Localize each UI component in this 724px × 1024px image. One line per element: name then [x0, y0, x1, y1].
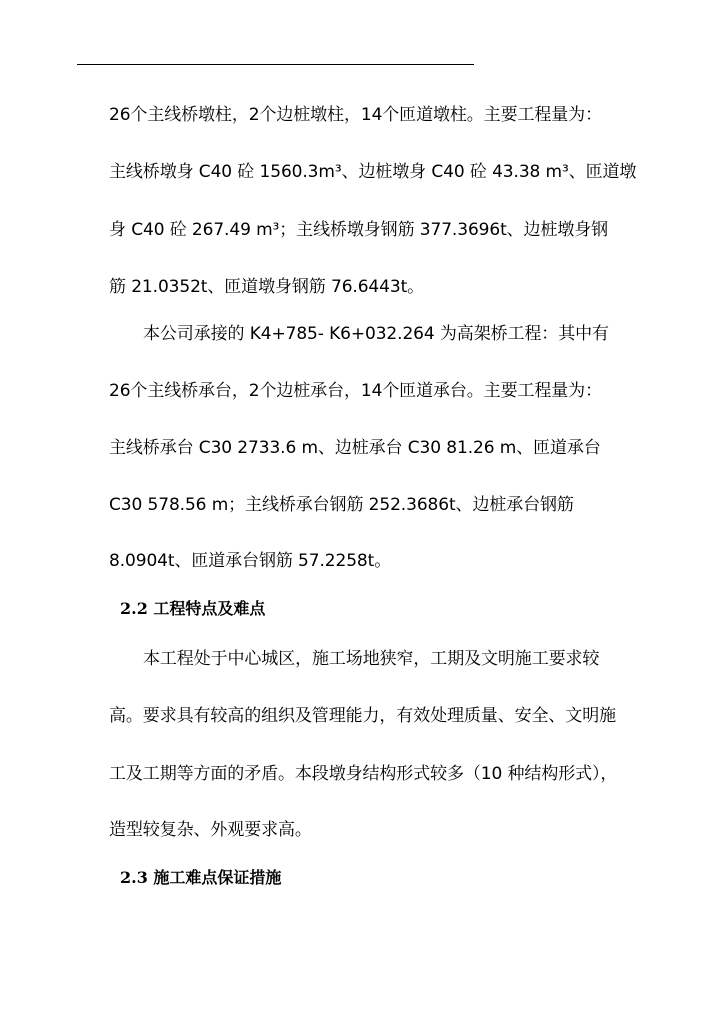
paragraph-line: 主线桥墩身 C40 砼 1560.3m³、边桩墩身 C40 砼 43.38 m³、匝道墩 [109, 162, 637, 182]
paragraph-line: 8.0904t、匝道承台钢筋 57.2258t。 [109, 551, 392, 571]
paragraph-line: 高。要求具有较高的组织及管理能力，有效处理质量、安全、文明施 [109, 706, 616, 726]
paragraph-line: C30 578.56 m；主线桥承台钢筋 252.3686t、边桩承台钢筋 [109, 495, 574, 515]
paragraph-line: 本公司承接的 K4+785- K6+032.264 为高架桥工程：其中有 [143, 324, 609, 344]
paragraph-line: 主线桥承台 C30 2733.6 m、边桩承台 C30 81.26 m、匝道承台 [109, 438, 601, 458]
paragraph-line: 本工程处于中心城区，施工场地狭窄，工期及文明施工要求较 [143, 649, 600, 669]
paragraph-line: 造型较复杂、外观要求高。 [109, 820, 312, 840]
section-heading: 2.3 施工难点保证措施 [120, 868, 282, 887]
paragraph-line: 工及工期等方面的矛盾。本段墩身结构形式较多（10 种结构形式）， [109, 764, 618, 784]
paragraph-line: 26个主线桥墩柱，2个边桩墩柱，14个匝道墩柱。主要工程量为： [109, 105, 602, 125]
header-rule [77, 64, 474, 65]
paragraph-line: 筋 21.0352t、匝道墩身钢筋 76.6443t。 [109, 277, 425, 297]
paragraph-line: 26个主线桥承台，2个边桩承台，14个匝道承台。主要工程量为： [109, 381, 602, 401]
section-heading: 2.2 工程特点及难点 [120, 599, 266, 618]
paragraph-line: 身 C40 砼 267.49 m³；主线桥墩身钢筋 377.3696t、边桩墩身钢 [109, 220, 609, 240]
